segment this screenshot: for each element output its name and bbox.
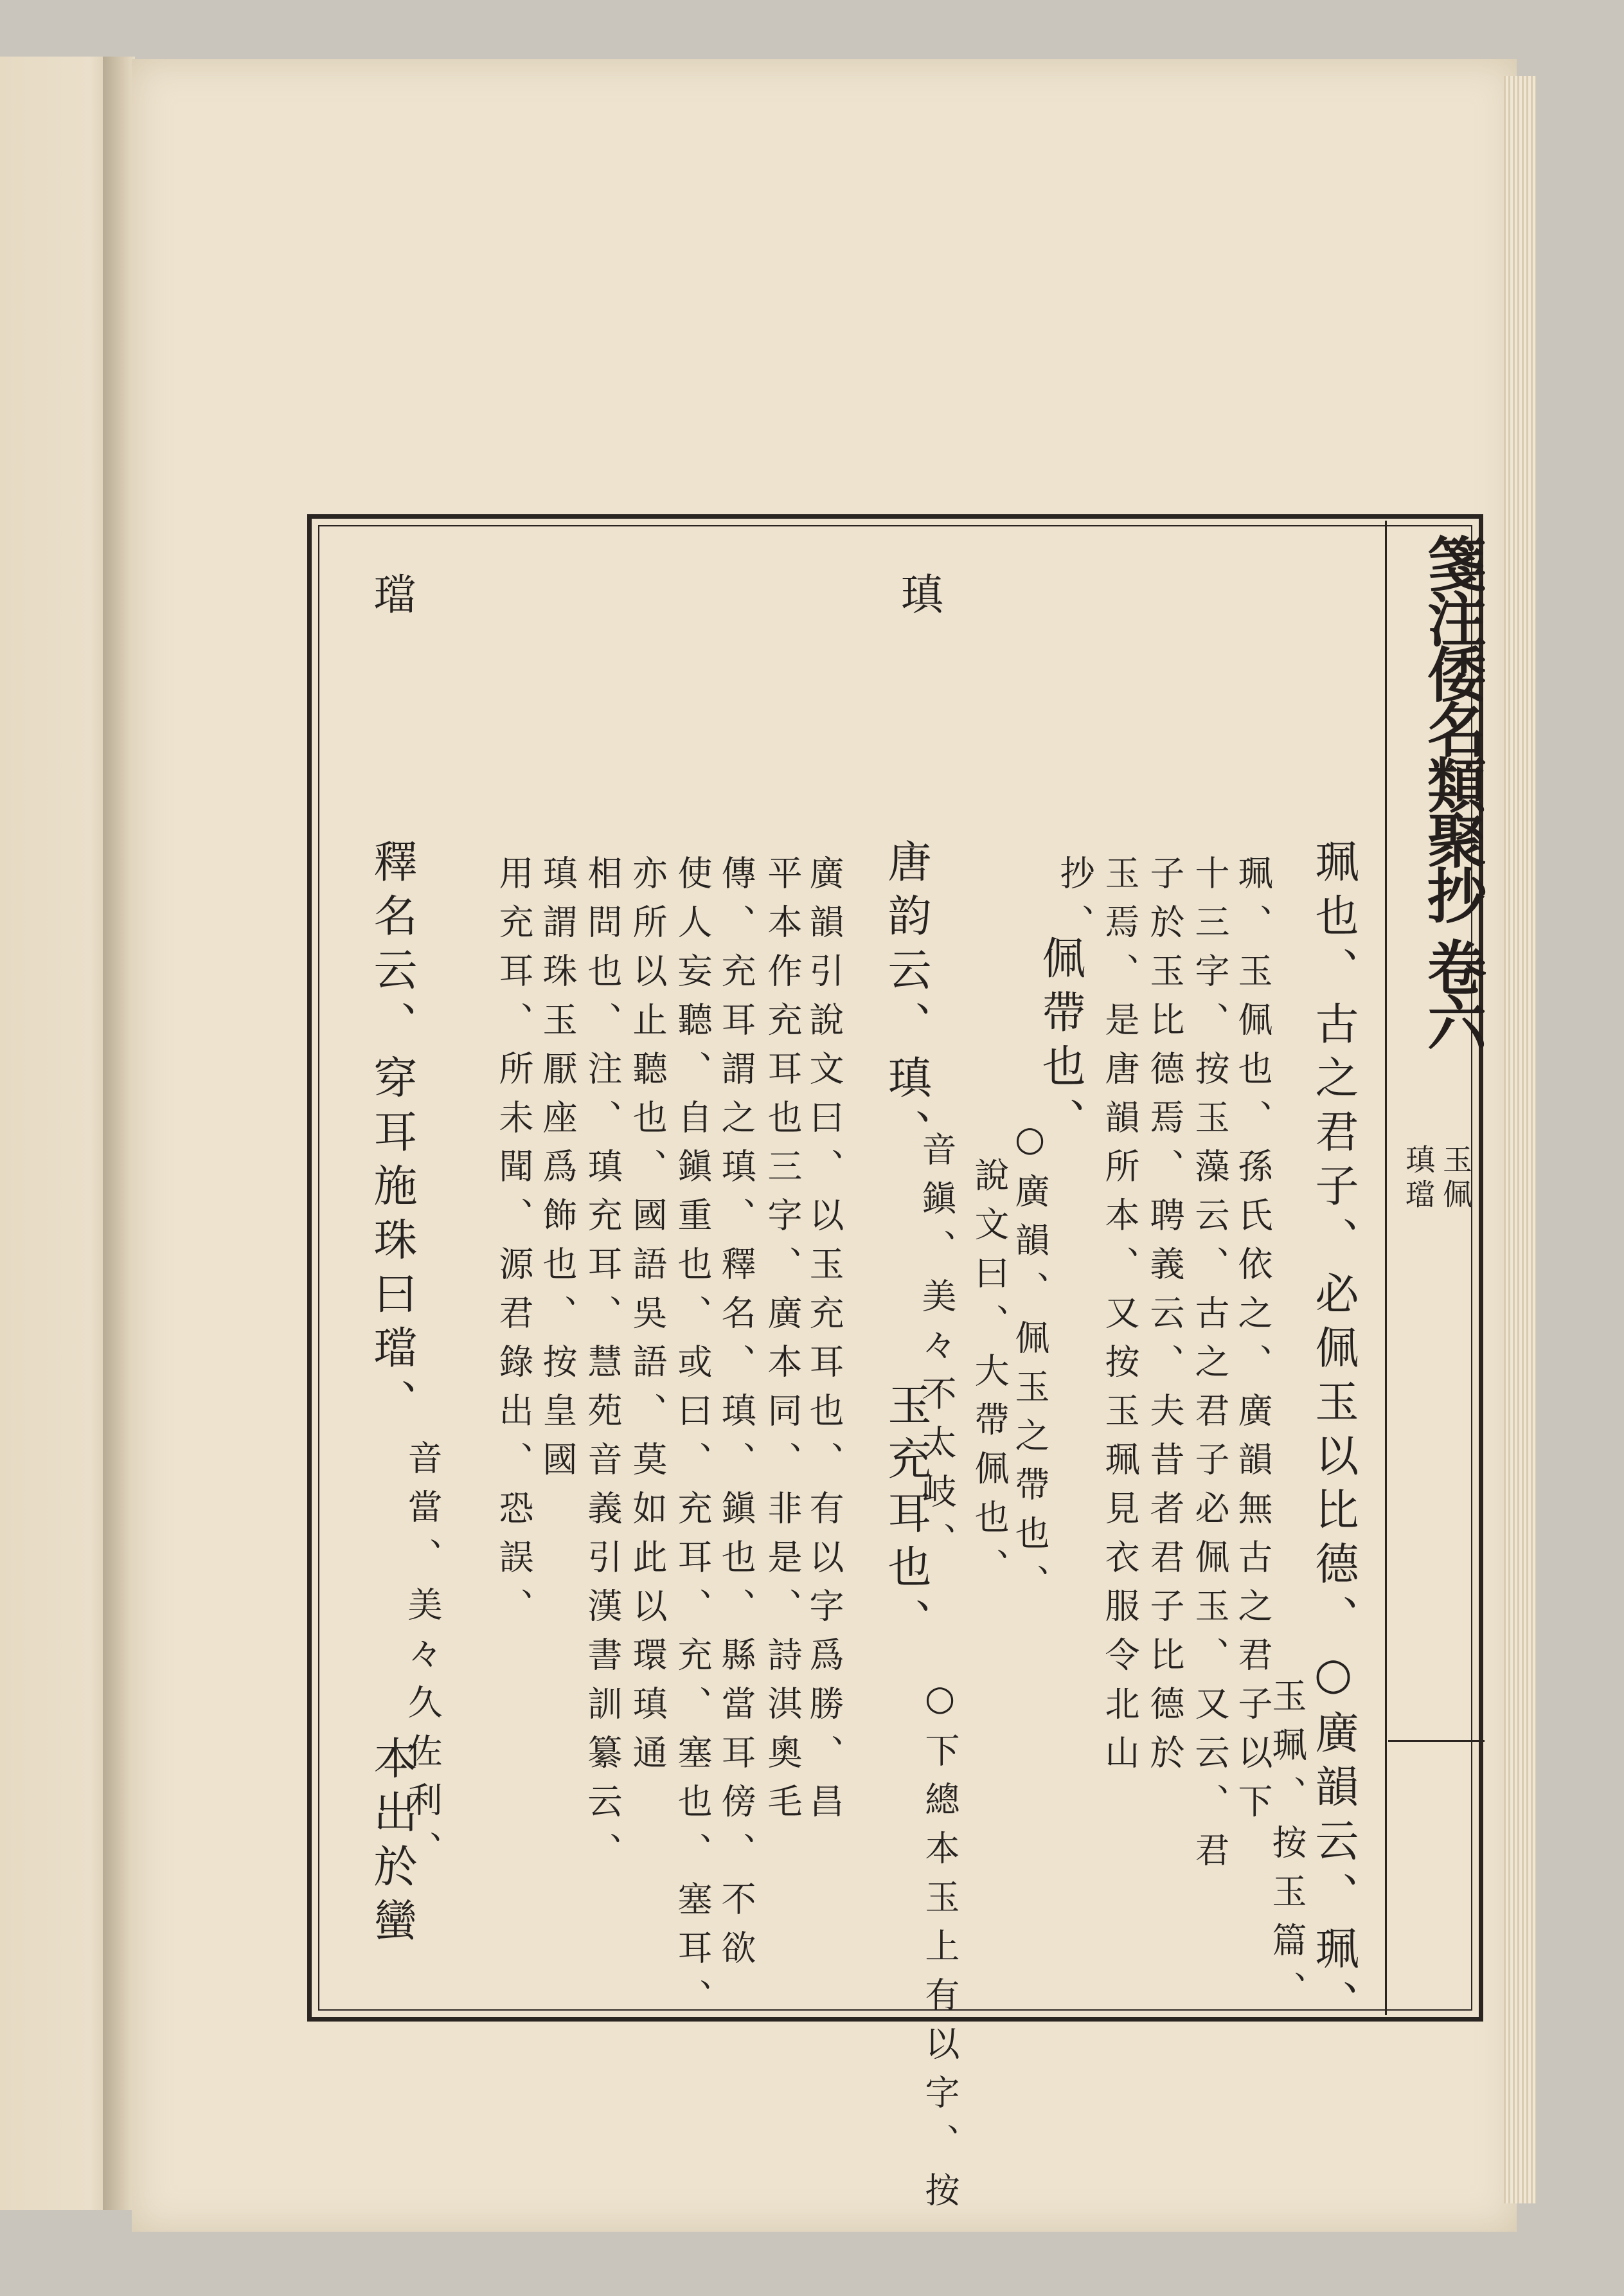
- book-spine: [103, 57, 135, 2210]
- tian-note-column: 瑱謂珠玉厭座爲飾也、按皇國: [537, 855, 578, 1490]
- tian-note-column: 相問也、注、瑱充耳、慧苑音義引漢書訓纂云、: [582, 855, 623, 1881]
- pei-note-column: 玉珮、按玉篇、: [1267, 1678, 1307, 2020]
- margin-index-item: 瑱璫: [1401, 1144, 1436, 1214]
- pei-note-column: 珮、玉佩也、孫氏依之、廣韻無古之君子以下: [1233, 855, 1273, 1832]
- left-page: [0, 57, 112, 2210]
- heading-dang: 璫: [366, 572, 416, 614]
- tian-reading: 音鎭、美々不太岐、: [916, 1131, 957, 1571]
- pei-note-column: 抄、: [1055, 855, 1095, 953]
- page-edges: [1504, 76, 1536, 2203]
- tian-note-column: 平本作充耳也三字、廣本同、非是、詩淇奧毛: [762, 855, 803, 1832]
- dang-main-column: 釋名云、穿耳施珠曰璫、: [366, 839, 417, 1433]
- dang-main-column: 本出於蠻: [366, 1735, 417, 1951]
- tian-main-column: 唐韵云、瑱、: [880, 839, 931, 1163]
- pei-note-column: 玉焉、是唐韻所本、又按玉珮見衣服令北山: [1100, 855, 1140, 1783]
- tian-main-column: 玉充耳也、: [880, 1382, 931, 1652]
- margin-index: [1400, 1144, 1474, 1214]
- pei-note-column: ○廣韻、佩玉之帶也、: [1010, 1118, 1050, 1613]
- margin-index-item: 玉佩: [1438, 1144, 1473, 1214]
- pei-note-column: 子於玉比德焉、聘義云、夫昔者君子比德於: [1145, 855, 1185, 1783]
- heading-tian: 瑱: [893, 572, 943, 614]
- book-title: 箋注倭名類聚抄 卷六: [1418, 534, 1487, 1048]
- tian-note-column: 使人妄聽、自鎭重也、或曰、充耳、充、塞也、塞耳、: [672, 855, 713, 2027]
- dang-reading: 音當、美々久佐利、: [402, 1440, 443, 1879]
- pei-main-column: 珮也、古之君子、必佩玉以比德、○廣韻云、珮、: [1308, 839, 1359, 2034]
- fold-line: [1388, 1740, 1485, 1742]
- tian-note-column: ○下總本玉上有以字、按: [920, 1678, 960, 2221]
- pei-note-column: 說文曰、大帶佩也、: [969, 1157, 1010, 1597]
- tian-note-column: 亦所以止聽也、國語吳語、莫如此以環瑱通: [627, 855, 668, 1783]
- pei-main-column: 佩帶也、: [1035, 935, 1085, 1151]
- tian-note-column: 傳、充耳謂之瑱、釋名、瑱、鎭也、縣當耳傍、不欲: [716, 855, 756, 1978]
- tian-note-column: 廣韻引說文曰、以玉充耳也、有以字爲勝、昌: [804, 855, 844, 1832]
- pei-note-column: 十三字、按玉藻云、古之君子必佩玉、又云、君: [1190, 855, 1230, 1881]
- tian-note-column: 用充耳、所未聞、源君錄出、恐誤、: [494, 855, 534, 1637]
